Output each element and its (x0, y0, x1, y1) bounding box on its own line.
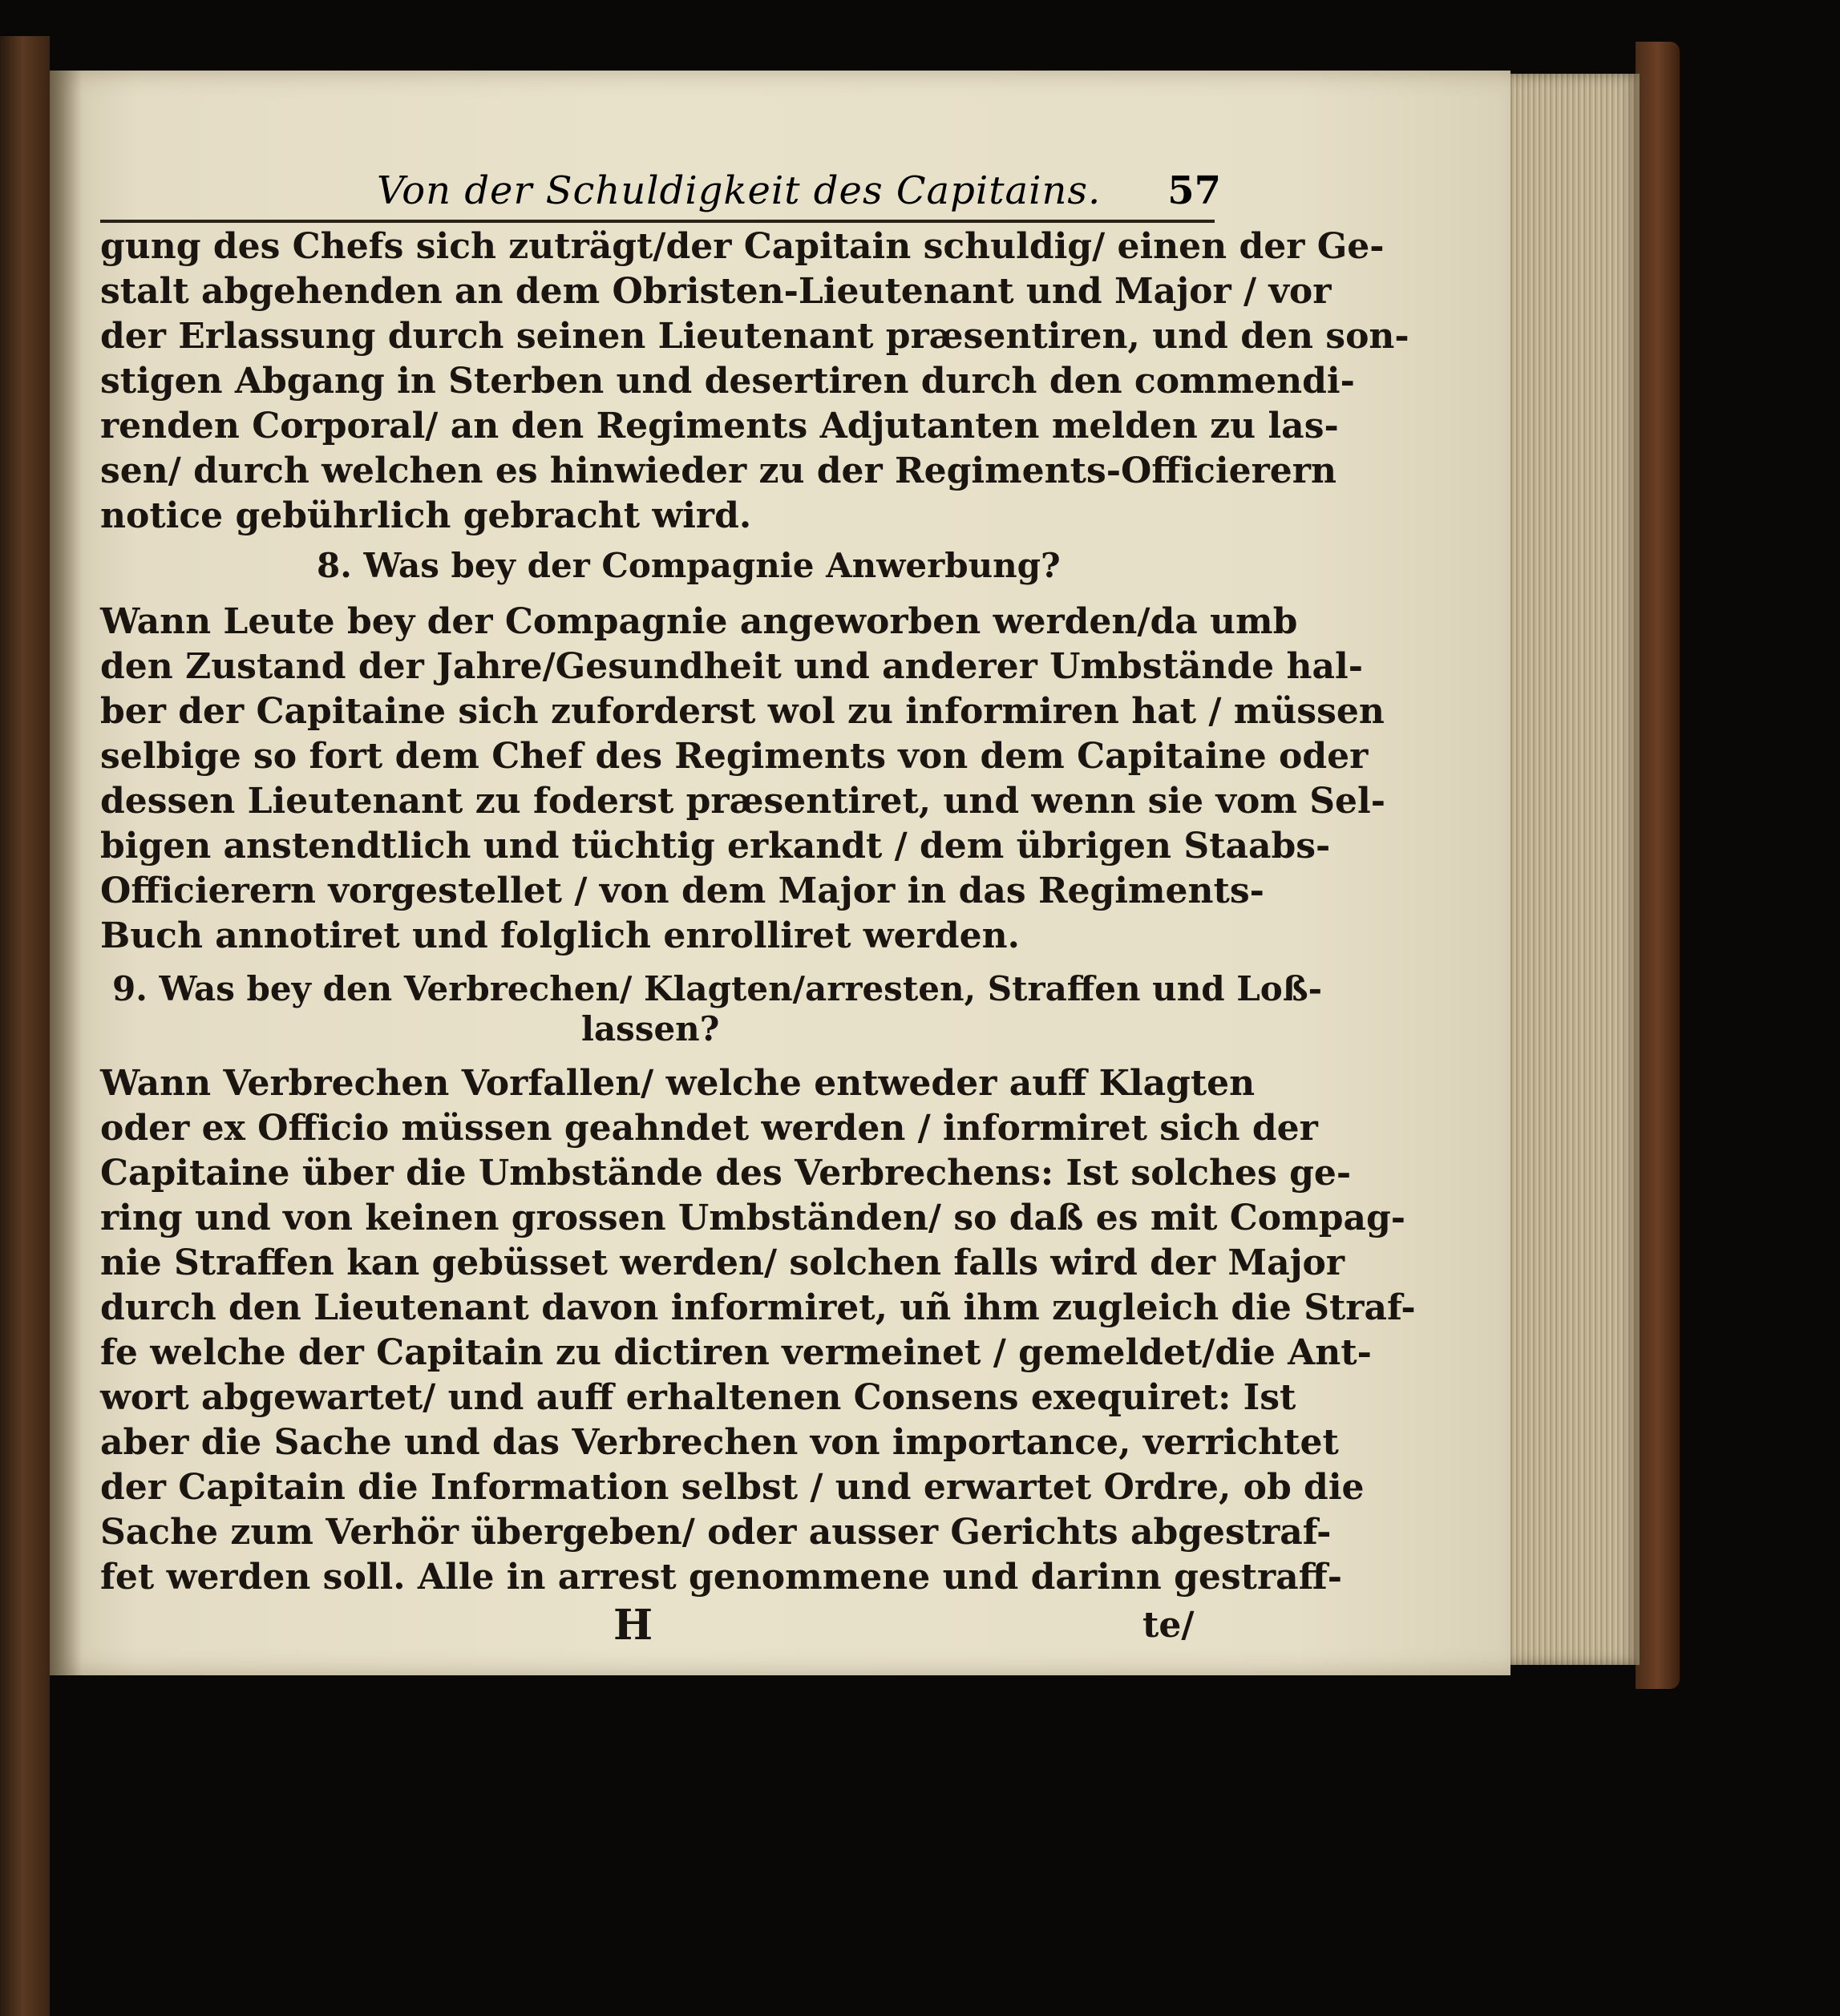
text-line: wort abgewartet/ und auff erhaltenen Consens exequiret: Ist (100, 1377, 1296, 1418)
header-rule (100, 220, 1215, 223)
text-line: sen/ durch welchen es hinwieder zu der Regiments-Officierern (100, 450, 1337, 491)
text-line: fe welche der Capitain zu dictiren vermeinet / gemeldet/die Ant- (100, 1332, 1372, 1373)
text-line: stigen Abgang in Sterben und desertiren durch den commendi- (100, 361, 1355, 402)
text-line: Wann Verbrechen Vorfallen/ welche entweder auff Klagten (100, 1063, 1256, 1104)
text-line: dessen Lieutenant zu foderst præsentiret, und wenn sie vom Sel- (100, 781, 1385, 822)
text-line: der Erlassung durch seinen Lieutenant præsentiren, und den son- (100, 316, 1409, 357)
page-number: 57 (1167, 168, 1221, 213)
running-head (100, 168, 1221, 218)
text-line: gung des Chefs sich zuträgt/der Capitain schuldig/ einen der Ge- (100, 226, 1385, 267)
book-cover-right (1636, 42, 1680, 1689)
text-line: renden Corporal/ an den Regiments Adjutanten melden zu las- (100, 406, 1339, 446)
text-line: notice gebührlich gebracht wird. (100, 495, 752, 536)
section-heading-8: 8. Was bey der Compagnie Anwerbung? (317, 546, 1061, 585)
text-line: Officierern vorgestellet / von dem Major in das Regiments- (100, 871, 1264, 911)
text-line: stalt abgehenden an dem Obristen-Lieutenant und Major / vor (100, 271, 1332, 312)
text-line: nie Straffen kan gebüsset werden/ solchen falls wird der Major (100, 1242, 1345, 1283)
book-cover-left (0, 36, 50, 2016)
text-line: fet werden soll. Alle in arrest genommene und darinn gestraff- (100, 1557, 1343, 1598)
section-heading-9-cont: lassen? (581, 1009, 720, 1048)
text-line: den Zustand der Jahre/Gesundheit und anderer Umbstände hal- (100, 646, 1363, 687)
catchword: te/ (1142, 1605, 1195, 1646)
text-line: Capitaine über die Umbstände des Verbrechens: Ist solches ge- (100, 1153, 1352, 1194)
page-gutter-shadow (50, 71, 82, 1675)
text-line: bigen anstendtlich und tüchtig erkandt / dem übrigen Staabs- (100, 826, 1331, 867)
page-edges (1507, 74, 1640, 1665)
text-line: durch den Lieutenant davon informiret, uñ ihm zugleich die Straf- (100, 1287, 1416, 1328)
text-line: oder ex Officio müssen geahndet werden / informiret sich der (100, 1108, 1318, 1149)
text-line: Buch annotiret und folglich enrolliret werden. (100, 915, 1020, 956)
text-line: ring und von keinen grossen Umbständen/ so daß es mit Compag- (100, 1198, 1405, 1238)
text-line: aber die Sache und das Verbrechen von importance, verrichtet (100, 1422, 1339, 1463)
text-line: der Capitain die Information selbst / und erwartet Ordre, ob die (100, 1467, 1365, 1508)
text-line: Sache zum Verhör übergeben/ oder ausser Gerichts abgestraf- (100, 1512, 1332, 1553)
signature-mark: H (613, 1601, 653, 1650)
text-line: selbige so fort dem Chef des Regiments von dem Capitaine oder (100, 736, 1369, 777)
text-line: Wann Leute bey der Compagnie angeworben werden/da umb (100, 601, 1298, 642)
running-title: Von der Schuldigkeit des Capitains. (377, 168, 1102, 213)
section-heading-9: 9. Was bey den Verbrechen/ Klagten/arresten, Straffen und Loß- (112, 969, 1323, 1008)
text-line: ber der Capitaine sich zuforderst wol zu informiren hat / müssen (100, 691, 1385, 732)
